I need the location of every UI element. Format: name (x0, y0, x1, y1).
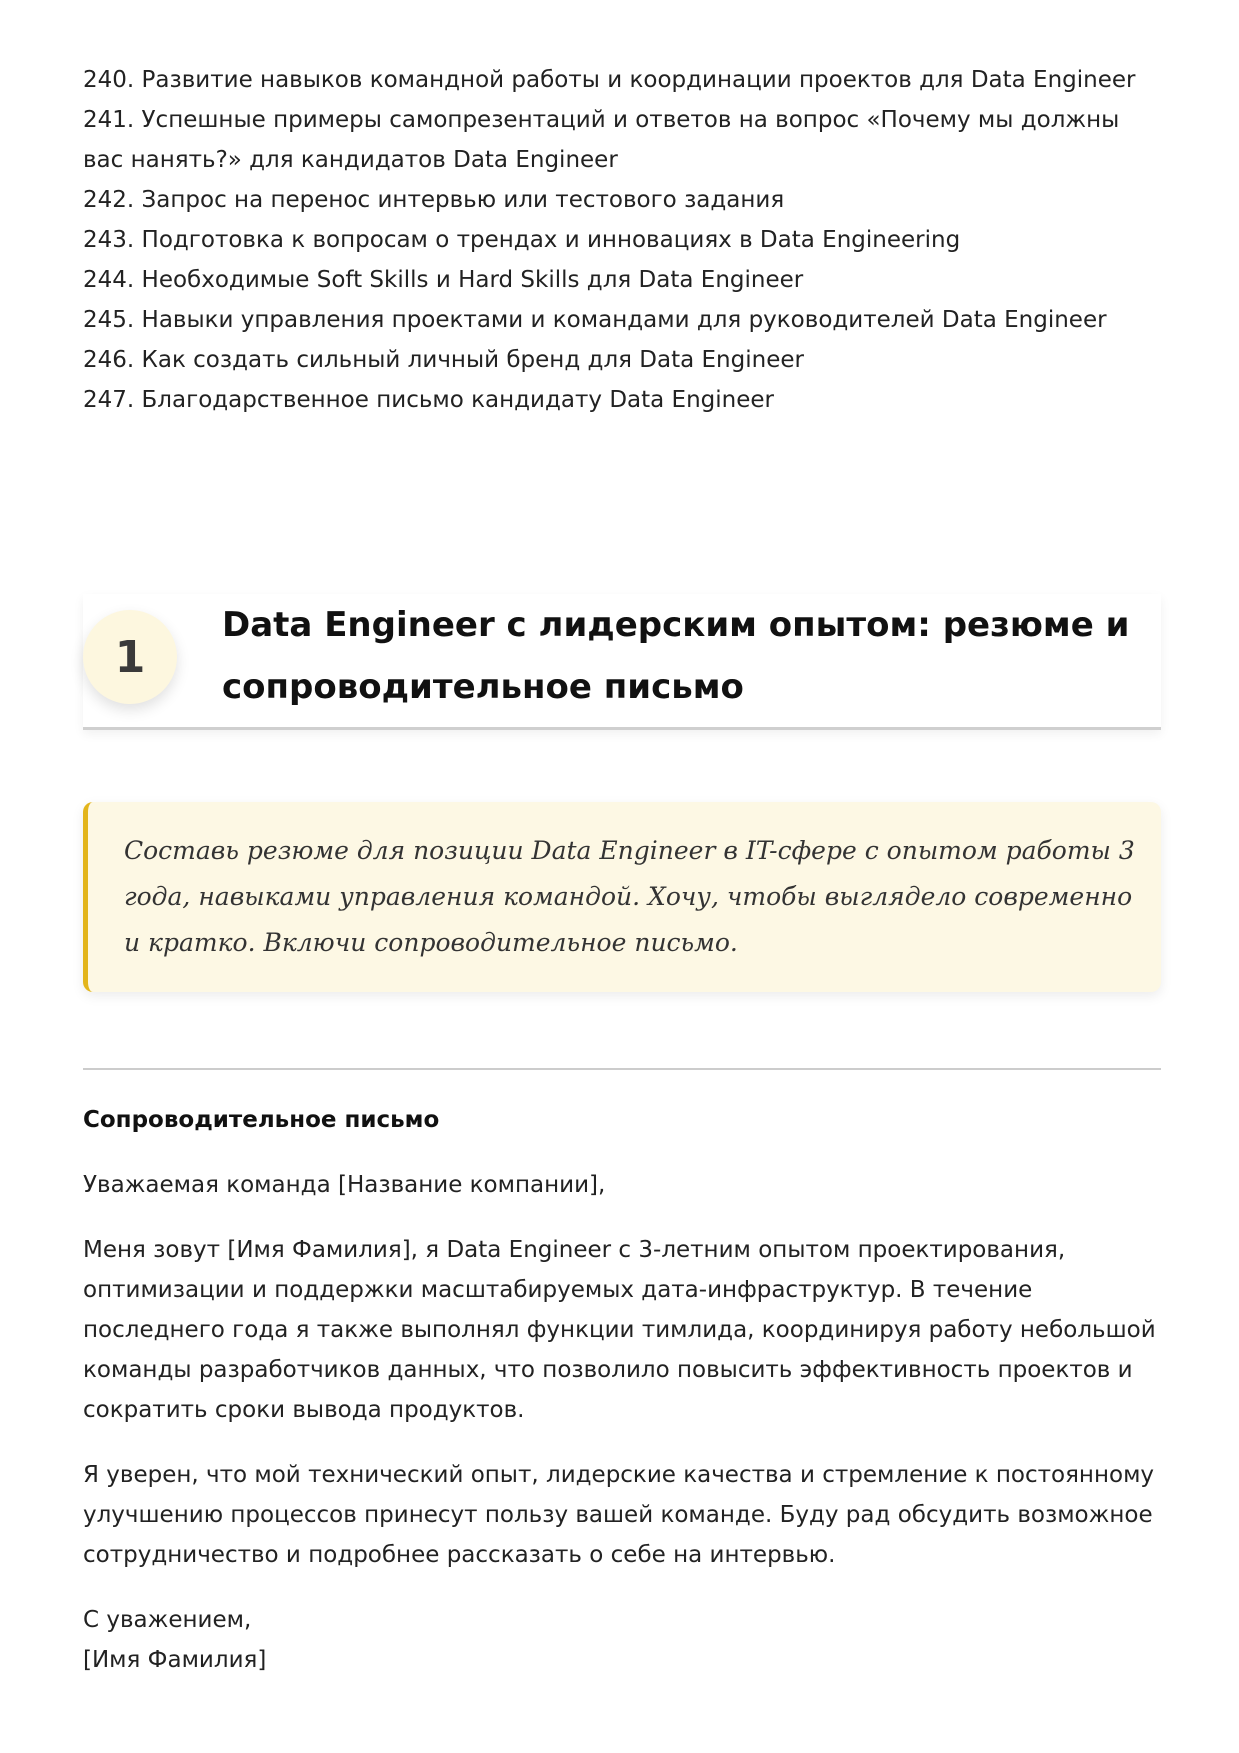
toc-item-text: Необходимые Soft Skills и Hard Skills для Data Engineer (141, 267, 804, 293)
prompt-callout (83, 802, 1161, 992)
toc-item (83, 100, 1161, 180)
toc-item-number: 240. (83, 67, 135, 93)
divider (83, 1068, 1161, 1070)
toc-item (83, 260, 1161, 300)
toc-item-number: 245. (83, 307, 135, 333)
toc-item (83, 380, 1161, 420)
cover-letter-paragraph: Я уверен, что мой технический опыт, лидерские качества и стремление к постоянному улучшению процессов принесут пользу вашей команде. Буду рад обсудить возможное сотрудничество и подробнее рассказать о себе на интервью. (83, 1462, 1155, 1568)
section-header (83, 594, 1161, 730)
toc-item-text: Навыки управления проектами и командами для руководителей Data Engineer (141, 307, 1107, 333)
cover-letter-heading: Сопроводительное письмо (83, 1107, 440, 1133)
cover-letter-signature: [Имя Фамилия] (83, 1647, 267, 1673)
section-number-badge: 1 (83, 610, 177, 704)
cover-letter-greeting: Уважаемая команда [Название компании], (83, 1172, 606, 1198)
toc-item (83, 220, 1161, 260)
toc-item-number: 247. (83, 387, 135, 413)
document-page (83, 0, 1161, 1673)
toc-item-text: Запрос на перенос интервью или тестового задания (141, 187, 785, 213)
prompt-text: Составь резюме для позиции Data Engineer в IT-сфере с опытом работы 3 года, навыками управления командой. Хочу, чтобы выглядело современно и кратко. Включи сопроводительное письмо. (124, 836, 1135, 957)
toc-item-text: Благодарственное письмо кандидату Data Engineer (141, 387, 774, 413)
cover-letter-paragraph: Меня зовут [Имя Фамилия], я Data Engineer с 3-летним опытом проектирования, оптимизации и поддержки масштабируемых дата-инфраструктур. В течение последнего года я также выполнял функции тимлида, координируя работу небольшой команды разработчиков данных, что позволило повысить эффективность проектов и сократить сроки вывода продуктов. (83, 1237, 1156, 1423)
toc-item-text: Подготовка к вопросам о трендах и инновациях в Data Engineering (141, 227, 961, 253)
toc-item-text: Развитие навыков командной работы и координации проектов для Data Engineer (141, 67, 1136, 93)
toc-item (83, 180, 1161, 220)
section-title: Data Engineer с лидерским опытом: резюме и сопроводительное письмо (222, 605, 1130, 707)
toc-item-number: 242. (83, 187, 135, 213)
cover-letter-closing: С уважением, (83, 1607, 252, 1633)
toc-list (83, 0, 1161, 420)
toc-item (83, 340, 1161, 380)
toc-item-text: Как создать сильный личный бренд для Data Engineer (141, 347, 804, 373)
toc-item-text: Успешные примеры самопрезентаций и ответов на вопрос «Почему мы должны вас нанять?» для кандидатов Data Engineer (83, 107, 1120, 173)
cover-letter-signoff (83, 1600, 1161, 1680)
toc-item-number: 241. (83, 107, 135, 133)
toc-item (83, 300, 1161, 340)
toc-item-number: 246. (83, 347, 135, 373)
toc-item-number: 243. (83, 227, 135, 253)
cover-letter (83, 1100, 1161, 1705)
toc-item-number: 244. (83, 267, 135, 293)
toc-item (83, 60, 1161, 100)
